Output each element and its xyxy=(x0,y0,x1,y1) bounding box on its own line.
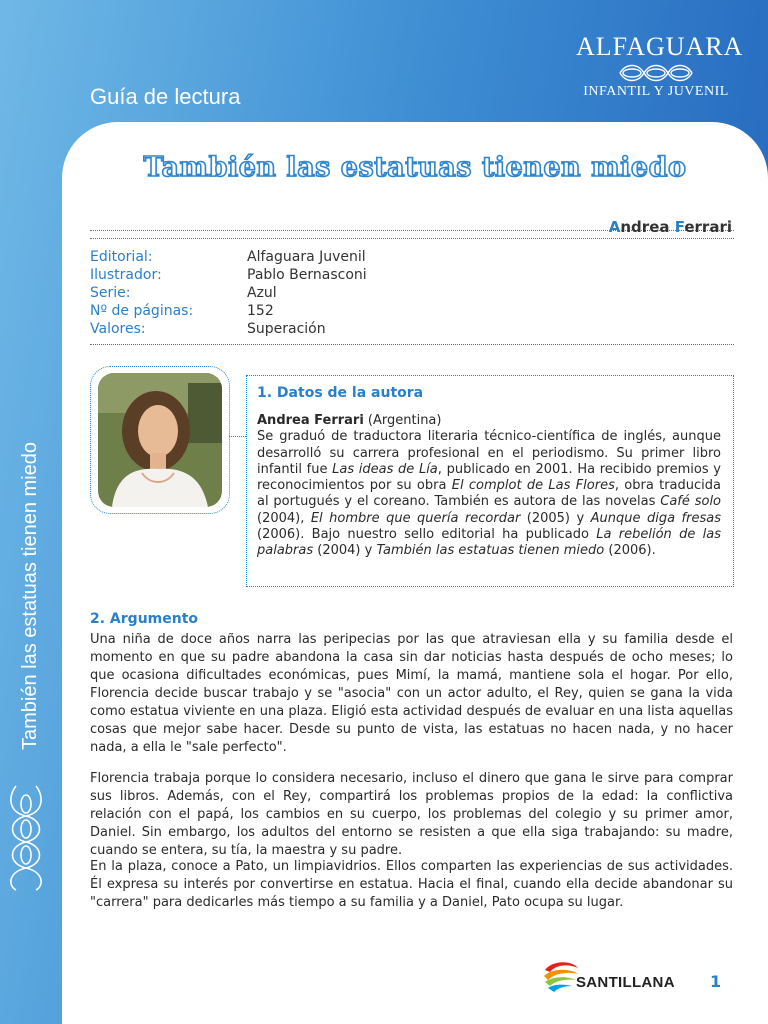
argument-heading: 2. Argumento xyxy=(90,611,199,627)
bio-book-title: Las ideas de Lía xyxy=(332,461,438,477)
bio-book-title: El complot de Las Flores xyxy=(451,478,615,494)
alfaguara-logo xyxy=(576,32,744,100)
bio-book-title: El hombre que quería recordar xyxy=(310,510,521,526)
author-first-rest: ndrea xyxy=(620,218,675,236)
brand-subtitle: INFANTIL Y JUVENIL xyxy=(583,84,729,99)
meta-value: 152 xyxy=(247,303,274,319)
author-photo-frame xyxy=(90,366,230,514)
book-metadata xyxy=(90,248,367,338)
bio-heading: 1. Datos de la autora xyxy=(257,385,424,401)
bio-segment: Se graduó de traductora literaria técnico-científica de inglés, aunque desarrolló su carrera profesional en el periodismo. Su primer libro infantil fue xyxy=(257,429,721,477)
bio-segment: (2004), xyxy=(257,510,311,526)
bio-book-title: También las estatuas tienen miedo xyxy=(376,543,605,559)
meta-row xyxy=(90,248,367,266)
author-initial: A xyxy=(608,218,621,236)
spine xyxy=(14,430,46,760)
bio-author-name: Andrea Ferrari xyxy=(257,413,364,428)
divider xyxy=(90,344,734,345)
meta-value: Alfaguara Juvenil xyxy=(247,249,366,265)
meta-label: Editorial: xyxy=(90,249,153,265)
book-title: También las estatuas tienen miedo xyxy=(143,152,687,183)
bio-segment: , publicado en 2001. Ha recibido premios y reconocimientos por su obra xyxy=(257,461,721,494)
bio-book-title: Café solo xyxy=(660,494,722,510)
meta-label: Ilustrador: xyxy=(90,267,162,283)
connector-line xyxy=(229,436,246,437)
meta-label: Valores: xyxy=(90,321,146,337)
meta-row xyxy=(90,284,367,302)
author-last-initial: F xyxy=(674,218,685,236)
meta-value: Azul xyxy=(247,285,277,301)
bio-segment: (2006). Bajo nuestro sello editorial ha publicado xyxy=(257,527,597,543)
page-number: 1 xyxy=(710,972,722,991)
bio-segment: , obra traducida al portugués y el coreano. También es autora de las novelas xyxy=(257,478,721,510)
author-photo xyxy=(98,373,222,507)
meta-label: Nº de páginas: xyxy=(90,303,194,319)
publisher-name: SANTILLANA xyxy=(576,974,675,991)
meta-row xyxy=(90,302,367,320)
bio-text xyxy=(257,413,721,560)
spine-title: También las estatuas tienen miedo xyxy=(19,442,41,750)
vertical-knot-icon xyxy=(8,782,44,892)
meta-value: Superación xyxy=(247,321,326,337)
meta-label: Serie: xyxy=(90,285,131,301)
meta-value: Pablo Bernasconi xyxy=(247,267,367,283)
meta-row xyxy=(90,266,367,284)
argument-paragraph: Una niña de doce años narra las peripecias por las que atraviesan ella y su familia desde el momento en que su padre abandona la casa sin dar noticias hasta después de ocho meses; lo que ocasiona dificultades económicas, pues Mimí, la mamá, mantiene sola el hogar. Por ello, Florencia decide buscar trabajo y se "asocia" con un actor adulto, el Rey, quien se gana la vida como estatua viviente en una plaza. Eligió esta actividad después de evaluar en una lista aquellas cosas que mejor sabe hacer. Desde su punto de vista, las estatuas no hacen nada, y no hacer nada, a ella le "sale perfecto". xyxy=(90,632,733,755)
divider xyxy=(90,238,734,239)
bio-book-title: Aunque diga fresas xyxy=(590,510,721,526)
meta-row xyxy=(90,320,367,338)
bio-origin: (Argentina) xyxy=(363,413,442,428)
guide-title: Guía de lectura xyxy=(90,84,241,109)
bio-segment: (2006). xyxy=(604,543,656,559)
author-last-rest: errari xyxy=(684,218,732,236)
bio-segment: (2004) y xyxy=(313,543,377,559)
author-name xyxy=(609,218,732,236)
bio-book-title: La rebelión de las palabras xyxy=(257,527,722,559)
bio-segment: (2005) y xyxy=(520,510,591,526)
santillana-logo xyxy=(542,958,692,998)
celtic-knot-icon xyxy=(616,62,696,84)
argument-paragraph: Florencia trabaja porque lo considera necesario, incluso el dinero que gana le sirve para comprar sus libros. Además, con el Rey, compartirá los problemas propios de la edad: la conflictiva relación con el papá, los cambios en su cuerpo, los problemas del colegio y su primer amor, Daniel. Sin embargo, los adultos del entorno se resisten a que ella siga trabajando: su madre, cuando se entera, su tía, la maestra y su padre. xyxy=(90,771,733,858)
brand-name: ALFAGUARA xyxy=(576,32,744,61)
argument-paragraph: En la plaza, conoce a Pato, un limpiavidrios. Ellos comparten las experiencias de sus actividades. Él expresa su interés por convertirse en estatua. Hacia el final, cuando ella decide abandonar su "carrera" para dedicarles más tiempo a su familia y a Daniel, Pato ocupa su lugar. xyxy=(90,859,733,910)
author-bio-box xyxy=(246,375,734,587)
